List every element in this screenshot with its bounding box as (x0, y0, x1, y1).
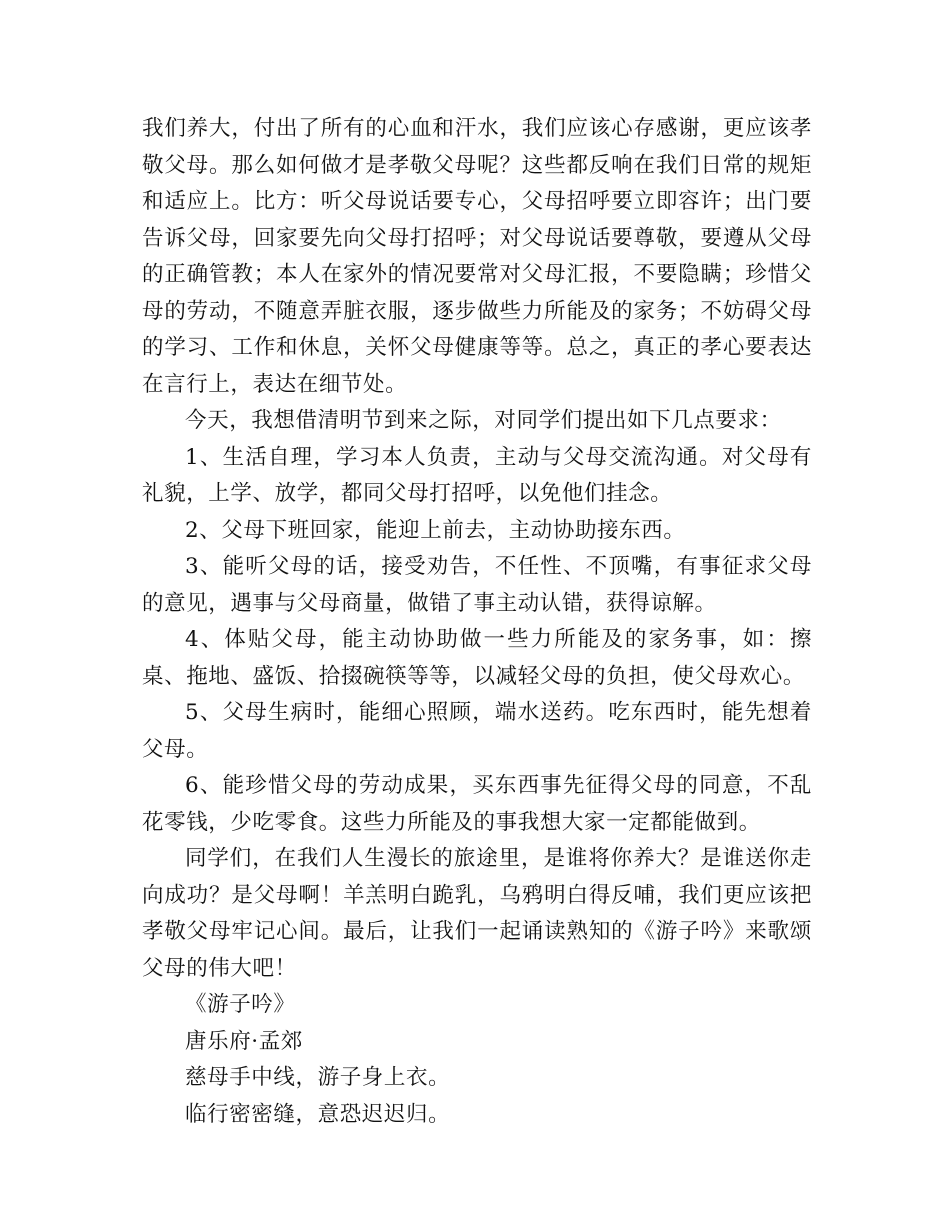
paragraph-filial-piety-intro: 我们养大，付出了所有的心血和汗水，我们应该心存感谢，更应该孝敬父母。那么如何做才是孝敬父母呢？这些都反响在我们日常的规矩和适应上。比方：听父母说话要专心，父母招呼要立即容许；出门要告诉父母，回家要先向父母打招呼；对父母说话要尊敬，要遵从父母的正确管教；本人在家外的情况要常对父母汇报，不要隐瞒；珍惜父母的劳动，不随意弄脏衣服，逐步做些力所能及的家务；不妨碍父母的学习、工作和休息，关怀父母健康等等。总之，真正的孝心要表达在言行上，表达在细节处。 (142, 116, 812, 397)
paragraph-item-4: 4、体贴父母，能主动协助做一些力所能及的家务事，如：擦桌、拖地、盛饭、拾掇碗筷等等，以减轻父母的负担，使父母欢心。 (142, 627, 812, 689)
paragraph-item-6: 6、能珍惜父母的劳动成果，买东西事先征得父母的同意，不乱花零钱，少吃零食。这些力所能及的事我想大家一定都能做到。 (142, 773, 812, 835)
poem-line-2: 临行密密缝，意恐迟迟归。 (185, 1101, 451, 1127)
paragraph-item-5: 5、父母生病时，能细心照顾，端水送药。吃东西时，能先想着父母。 (142, 700, 812, 762)
document-body (142, 111, 812, 1133)
paragraph-qingming-requirements: 今天，我想借清明节到来之际，对同学们提出如下几点要求： (185, 408, 782, 433)
poem-title: 《游子吟》 (185, 992, 296, 1017)
paragraph-item-1: 1、生活自理，学习本人负责，主动与父母交流沟通。对父母有礼貌，上学、放学，都同父母打招呼，以免他们挂念。 (142, 444, 812, 506)
paragraph-item-2: 2、父母下班回家，能迎上前去，主动协助接东西。 (185, 517, 686, 543)
poem-line-1: 慈母手中线，游子身上衣。 (185, 1065, 451, 1090)
poem-author: 唐乐府·孟郊 (185, 1028, 303, 1054)
paragraph-closing: 同学们，在我们人生漫长的旅途里，是谁将你养大？是谁送你走向成功？是父母啊！羊羔明白跪乳，乌鸦明白得反哺，我们更应该把孝敬父母牢记心间。最后，让我们一起诵读熟知的《游子吟》来歌颂父母的伟大吧！ (142, 846, 812, 981)
paragraph-item-3: 3、能听父母的话，接受劝告，不任性、不顶嘴，有事征求父母的意见，遇事与父母商量，做错了事主动认错，获得谅解。 (142, 554, 812, 616)
